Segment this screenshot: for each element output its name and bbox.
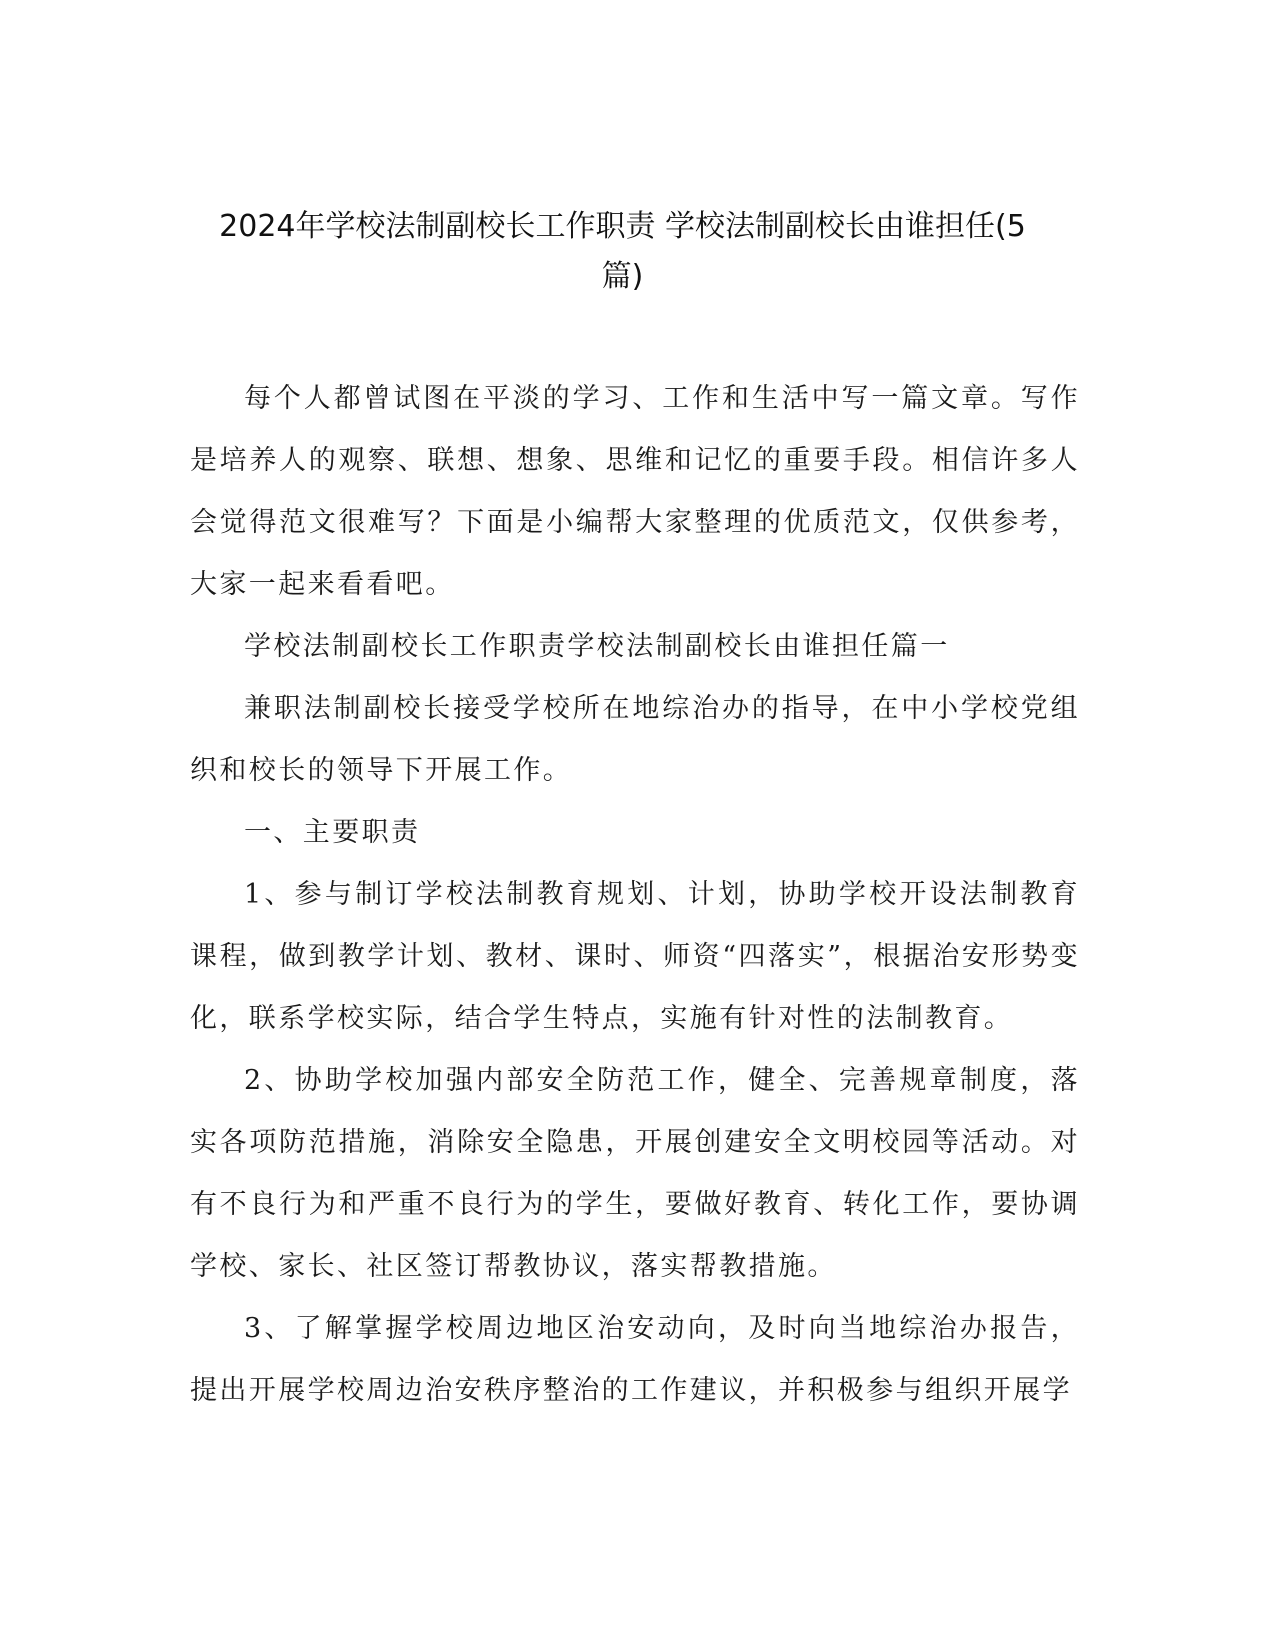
subsection-heading: 一、主要职责 — [244, 817, 421, 848]
title-line-2: 篇) — [601, 259, 644, 294]
document-body — [190, 368, 1080, 1422]
list-item-2: 2、协助学校加强内部安全防范工作，健全、完善规章制度，落实各项防范措施，消除安全隐患，开展创建安全文明校园等活动。对有不良行为和严重不良行为的学生，要做好教育、转化工作，要协调学校、家长、社区签订帮教协议，落实帮教措施。 — [190, 1065, 1080, 1282]
document-title — [150, 202, 1095, 302]
list-item-1: 1、参与制订学校法制教育规划、计划，协助学校开设法制教育课程，做到教学计划、教材、课时、师资“四落实”，根据治安形势变化，联系学校实际，结合学生特点，实施有针对性的法制教育。 — [190, 879, 1080, 1034]
paragraph-intro: 每个人都曾试图在平淡的学习、工作和生活中写一篇文章。写作是培养人的观察、联想、想象、思维和记忆的重要手段。相信许多人会觉得范文很难写？下面是小编帮大家整理的优质范文，仅供参考，大家一起来看看吧。 — [190, 383, 1080, 600]
list-item-3: 3、了解掌握学校周边地区治安动向，及时向当地综治办报告，提出开展学校周边治安秩序整治的工作建议，并积极参与组织开展学 — [190, 1313, 1080, 1406]
title-line-1: 2024年学校法制副校长工作职责 学校法制副校长由谁担任(5 — [219, 209, 1026, 244]
section-heading: 学校法制副校长工作职责学校法制副校长由谁担任篇一 — [244, 631, 950, 662]
paragraph-overview: 兼职法制副校长接受学校所在地综治办的指导，在中小学校党组织和校长的领导下开展工作。 — [190, 693, 1080, 786]
